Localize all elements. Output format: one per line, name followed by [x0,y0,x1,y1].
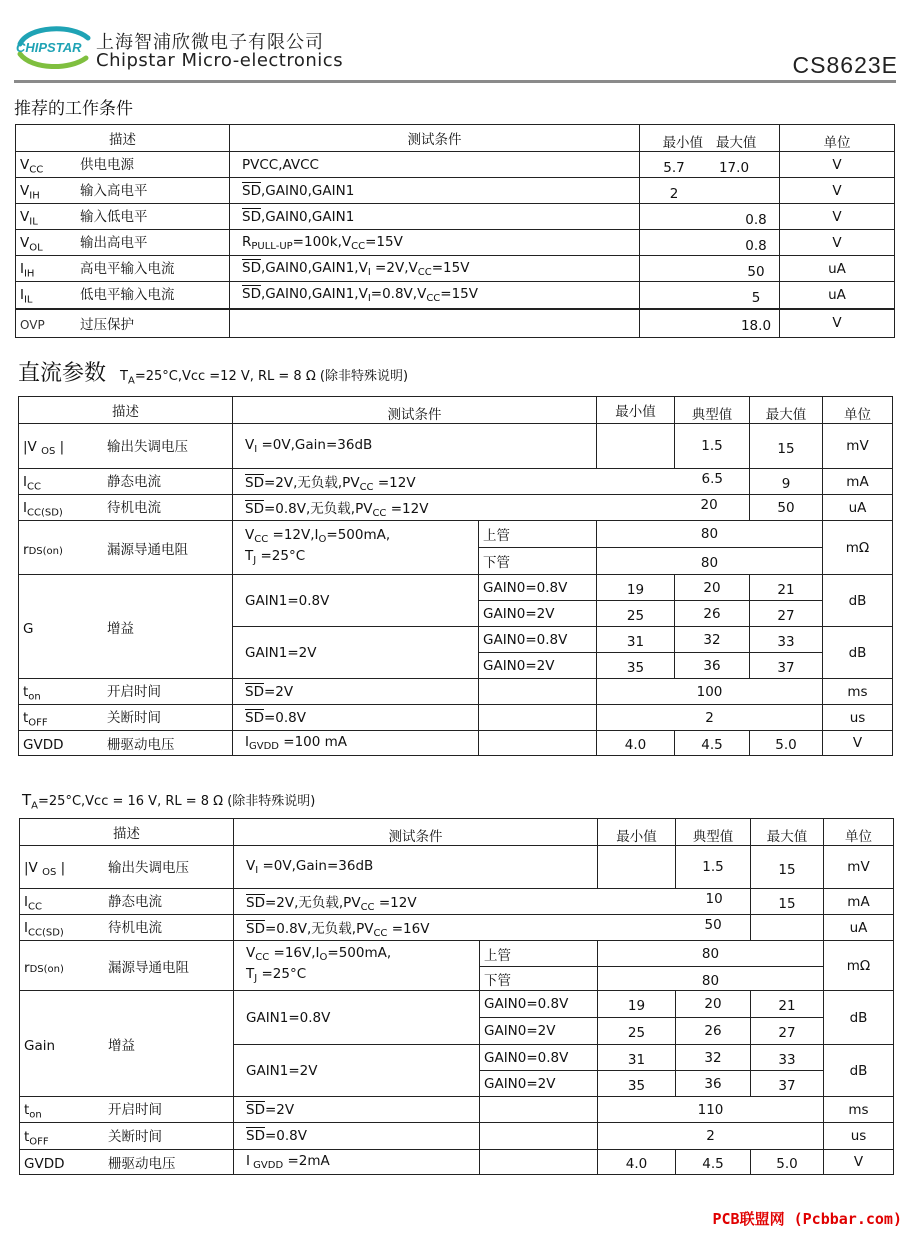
test-condition: $\overline{SD}=2V$ [233,679,479,705]
typ-value: 32 [675,627,750,653]
header-cond: 测试条件 [233,397,597,424]
param-name: 开启时间 [108,1102,162,1119]
min-value: 35 [598,1071,676,1097]
max-value: 33 [750,627,823,653]
test-condition: $\overline{SD}=0.8V$,无负载$,PV_{CC} =16V$ 50 [234,915,751,941]
typ-value: 20 [675,575,750,601]
symbol: $I_{CC(SD)}$ [23,500,63,519]
table-header-row [20,819,894,846]
param-name: 增益 [108,1037,135,1054]
symbol: OVP [20,318,45,333]
min-value: 31 [597,627,675,653]
min-value [598,846,676,889]
unit: mΩ [823,521,893,575]
test-condition: $\overline{SD}=0.8V$ [233,705,479,731]
symbol: $V_{OL}$ [20,235,43,254]
param-name: 关断时间 [107,710,161,727]
unit: V [780,152,895,178]
typ-value: 80 [598,967,824,991]
lower-fet-label: 下管 [479,548,597,575]
table-row [16,309,895,338]
header-unit: 单位 [780,125,895,152]
recommended-conditions-table [15,124,895,338]
typ-value: 36 [675,653,750,679]
min-value: 4.0 [598,1150,676,1175]
gain0-condition: GAIN0=2V [480,1071,598,1097]
dc-title-text: 直流参数 [18,361,107,386]
table-row [20,991,894,1018]
test-condition: PVCC,AVCC [230,152,640,178]
min-value: 19 [597,575,675,601]
symbol: G [23,620,34,637]
dc-16v-conditions: $T_A=25^\circ C,Vcc = 16$ V, RL = 8 Ω (除非特殊说明) [22,791,316,812]
typ-value: 2 [598,1123,824,1150]
unit: dB [823,575,893,627]
test-condition: $V_{CC} =12V,I_O=500mA$, $T_J =25^\circ C$ [233,521,479,575]
gain0-condition: GAIN0=0.8V [479,627,597,653]
table-row [16,178,895,204]
table-row [16,204,895,230]
test-condition: $\overline{SD}=0.8V$,无负载$,PV_{CC} =12V$ 20 [233,495,750,521]
max-value: 50 [750,495,823,521]
min-max: 18.0 [640,309,780,338]
max-value [751,915,824,941]
header-unit: 单位 [824,819,894,846]
table-row [16,282,895,309]
test-condition: $\overline{SD},GAIN0,GAIN1$ [230,204,640,230]
header-min: 最小值 [662,135,704,151]
typ-value: 1.5 [676,846,751,889]
symbol: |V $_{OS}$ | [24,860,66,878]
typ-value: 20 [700,496,718,513]
min-max: 50 [640,256,780,282]
param-name: 栅驱动电压 [108,1156,176,1172]
unit: V [780,230,895,256]
unit: mA [824,889,894,915]
param-name: 待机电流 [107,500,161,517]
upper-fet-label: 上管 [480,941,598,967]
symbol: rDS(on) [24,959,64,976]
param-name: 漏源导通电阻 [108,959,189,976]
typ-value: 110 [598,1097,824,1123]
unit: dB [823,627,893,679]
test-condition: $V_I$ =0V,Gain=36dB [233,424,597,469]
unit: mΩ [824,941,894,991]
header-max: 最大值 [751,819,824,846]
symbol: $t_{on}$ [23,684,41,703]
param-name: 输出高电平 [80,235,148,252]
min-value: 25 [597,601,675,627]
lower-fet-label: 下管 [480,967,598,991]
dc-parameters-table-12v [18,396,893,756]
unit: mV [823,424,893,469]
watermark: PCB联盟网 (Pcbbar.com) [712,1210,902,1228]
param-name: 输出失调电压 [108,860,189,876]
param-name: 增益 [107,620,134,637]
typ-value: 10 [705,890,723,907]
unit: V [780,309,895,338]
unit: V [823,731,893,756]
header-min: 最小值 [598,819,676,846]
test-condition [230,309,640,338]
test-condition: I $_{GVDD}$ =2mA [234,1150,480,1175]
param-name: 低电平输入电流 [80,287,175,304]
header-minmax [640,125,780,152]
min-value: 35 [597,653,675,679]
symbol: GVDD [24,1156,65,1172]
test-condition: $V_I$ =0V,Gain=36dB [234,846,598,889]
symbol: $I_{CC}$ [24,894,42,913]
table-header-row [19,397,893,424]
test-condition: $V_{CC} =16V,I_O=500mA$, $T_J =25^\circ C$ [234,941,480,991]
test-condition: GAIN1=0.8V [234,991,480,1045]
table-row [20,941,894,967]
max-value: 21 [750,575,823,601]
gain0-condition: GAIN0=2V [480,1018,598,1045]
header-typ: 典型值 [675,397,750,424]
unit: uA [780,256,895,282]
table-row [20,1097,894,1123]
table-row [19,521,893,548]
typ-value: 20 [676,991,751,1018]
test-condition: $\overline{SD}=0.8V$ [234,1123,480,1150]
min-value: 4.0 [597,731,675,756]
typ-value: 80 [597,521,823,548]
header-unit: 单位 [823,397,893,424]
param-name: 关断时间 [108,1128,162,1145]
max-value: 27 [750,601,823,627]
test-condition: GAIN1=2V [234,1045,480,1097]
symbol: $t_{OFF}$ [23,710,48,729]
table-row [16,230,895,256]
table-row [20,915,894,941]
table-row [20,889,894,915]
gain0-condition: GAIN0=0.8V [479,575,597,601]
max-value: 27 [751,1018,824,1045]
upper-fet-label: 上管 [479,521,597,548]
test-condition: $\overline{SD}=2V$,无负载$,PV_{CC} =12V$ 10 [234,889,751,915]
typ-value: 26 [675,601,750,627]
unit: V [780,204,895,230]
header-desc: 描述 [16,125,230,152]
unit: mA [823,469,893,495]
min-max: 5 [640,282,780,309]
logo-text: CHIPSTAR [16,40,82,55]
table-row [16,256,895,282]
symbol: $V_{CC}$ [20,157,44,176]
company-name-en: Chipstar Micro-electronics [96,50,344,71]
header-divider [14,80,896,83]
param-name: 高电平输入电流 [80,261,175,278]
test-condition: $\overline{SD},GAIN0,GAIN1$ [230,178,640,204]
table-row [19,424,893,469]
typ-value: 26 [676,1018,751,1045]
unit: ms [824,1097,894,1123]
table-row [20,1123,894,1150]
max-value: 5.0 [751,1150,824,1175]
unit: V [824,1150,894,1175]
test-condition: $R_{PULL-UP}=100k,V_{CC}=15V$ [230,230,640,256]
dc-test-conditions: $T_A=25^\circ C,Vcc =12$ V, RL = 8 Ω (除非特殊说明) [120,369,409,387]
gain0-condition: GAIN0=2V [479,601,597,627]
symbol: rDS(on) [23,541,63,558]
test-condition: $\overline{SD},GAIN0,GAIN1,V_I=0.8V,V_{CC}=15V$ [230,282,640,309]
symbol: $V_{IH}$ [20,183,40,202]
typ-value: 80 [597,548,823,575]
symbol: $t_{OFF}$ [24,1128,49,1148]
header-max: 最大值 [715,135,757,151]
unit: mV [824,846,894,889]
max-value: 37 [751,1071,824,1097]
param-name: 过压保护 [80,317,134,334]
dc-parameters-title [18,356,408,387]
typ-value: 100 [597,679,823,705]
min-value: 25 [598,1018,676,1045]
test-condition: GAIN1=2V [233,627,479,679]
typ-value: 1.5 [675,424,750,469]
unit: V [780,178,895,204]
param-name: 输入高电平 [80,183,148,200]
param-name: 输入低电平 [80,209,148,226]
symbol: |V $_{OS}$ | [23,439,65,457]
symbol: $I_{IH}$ [20,261,35,280]
min-value: 31 [598,1045,676,1071]
typ-value: 80 [598,941,824,967]
symbol: $I_{CC}$ [23,474,41,493]
param-name: 待机电流 [108,920,162,937]
param-name: 输出失调电压 [107,439,188,455]
param-name: 漏源导通电阻 [107,541,188,558]
unit: uA [780,282,895,309]
param-name: 供电电源 [80,157,134,174]
param-name: 静态电流 [108,894,162,911]
part-number: CS8623E [792,52,898,78]
symbol: $t_{on}$ [24,1102,42,1121]
header-desc: 描述 [20,819,234,846]
unit: us [824,1123,894,1150]
min-max: 0.8 [640,204,780,230]
param-name: 静态电流 [107,474,161,491]
max-value: 9 [750,469,823,495]
page-header [0,0,910,84]
unit: uA [824,915,894,941]
max-value: 5.0 [750,731,823,756]
unit: uA [823,495,893,521]
chipstar-logo-icon [14,22,92,72]
max-value: 21 [751,991,824,1018]
typ-value: 4.5 [676,1150,751,1175]
test-condition: $\overline{SD}=2V$,无负载$,PV_{CC} =12V$ 6.5 [233,469,750,495]
test-condition: $\overline{SD},GAIN0,GAIN1,V_I =2V,V_{CC}=15V$ [230,256,640,282]
table-row [19,679,893,705]
min-value: 19 [598,991,676,1018]
table-row [19,705,893,731]
header-cond: 测试条件 [234,819,598,846]
typ-value: 32 [676,1045,751,1071]
max-value: 33 [751,1045,824,1071]
dc-parameters-table-16v [19,818,894,1175]
unit: ms [823,679,893,705]
table-row [19,731,893,756]
unit: us [823,705,893,731]
test-condition: GAIN1=0.8V [233,575,479,627]
symbol: $V_{IL}$ [20,209,38,228]
typ-value: 4.5 [675,731,750,756]
table-row [20,1150,894,1175]
table-row [19,469,893,495]
min-max: 5.7 17.0 [640,152,780,178]
symbol: Gain [24,1037,56,1054]
param-name: 开启时间 [107,684,161,701]
typ-value: 6.5 [701,470,723,487]
min-value [597,424,675,469]
max-value: 15 [751,846,824,889]
table-header-row [16,125,895,152]
company-name-cn: 上海智浦欣微电子有限公司 [96,32,324,53]
symbol: $I_{IL}$ [20,287,33,307]
unit: dB [824,1045,894,1097]
table-row [16,152,895,178]
table-row [20,846,894,889]
header-min: 最小值 [597,397,675,424]
typ-value: 36 [676,1071,751,1097]
symbol: $I_{CC(SD)}$ [24,920,64,939]
max-value: 15 [750,424,823,469]
symbol: GVDD [23,737,64,753]
min-max: 0.8 [640,230,780,256]
min-max: 2 [640,178,780,204]
recommended-conditions-title: 推荐的工作条件 [14,99,133,119]
header-typ: 典型值 [676,819,751,846]
max-value: 37 [750,653,823,679]
test-condition: $\overline{SD}=2V$ [234,1097,480,1123]
unit: dB [824,991,894,1045]
test-condition: $I_{GVDD} =100$ mA [233,731,479,756]
typ-value: 50 [704,916,722,933]
table-row [19,495,893,521]
gain0-condition: GAIN0=2V [479,653,597,679]
header-cond: 测试条件 [230,125,640,152]
typ-value: 2 [597,705,823,731]
max-value: 15 [751,889,824,915]
param-name: 栅驱动电压 [107,737,175,753]
gain0-condition: GAIN0=0.8V [480,1045,598,1071]
gain0-condition: GAIN0=0.8V [480,991,598,1018]
header-max: 最大值 [750,397,823,424]
table-row [19,575,893,601]
header-desc: 描述 [19,397,233,424]
